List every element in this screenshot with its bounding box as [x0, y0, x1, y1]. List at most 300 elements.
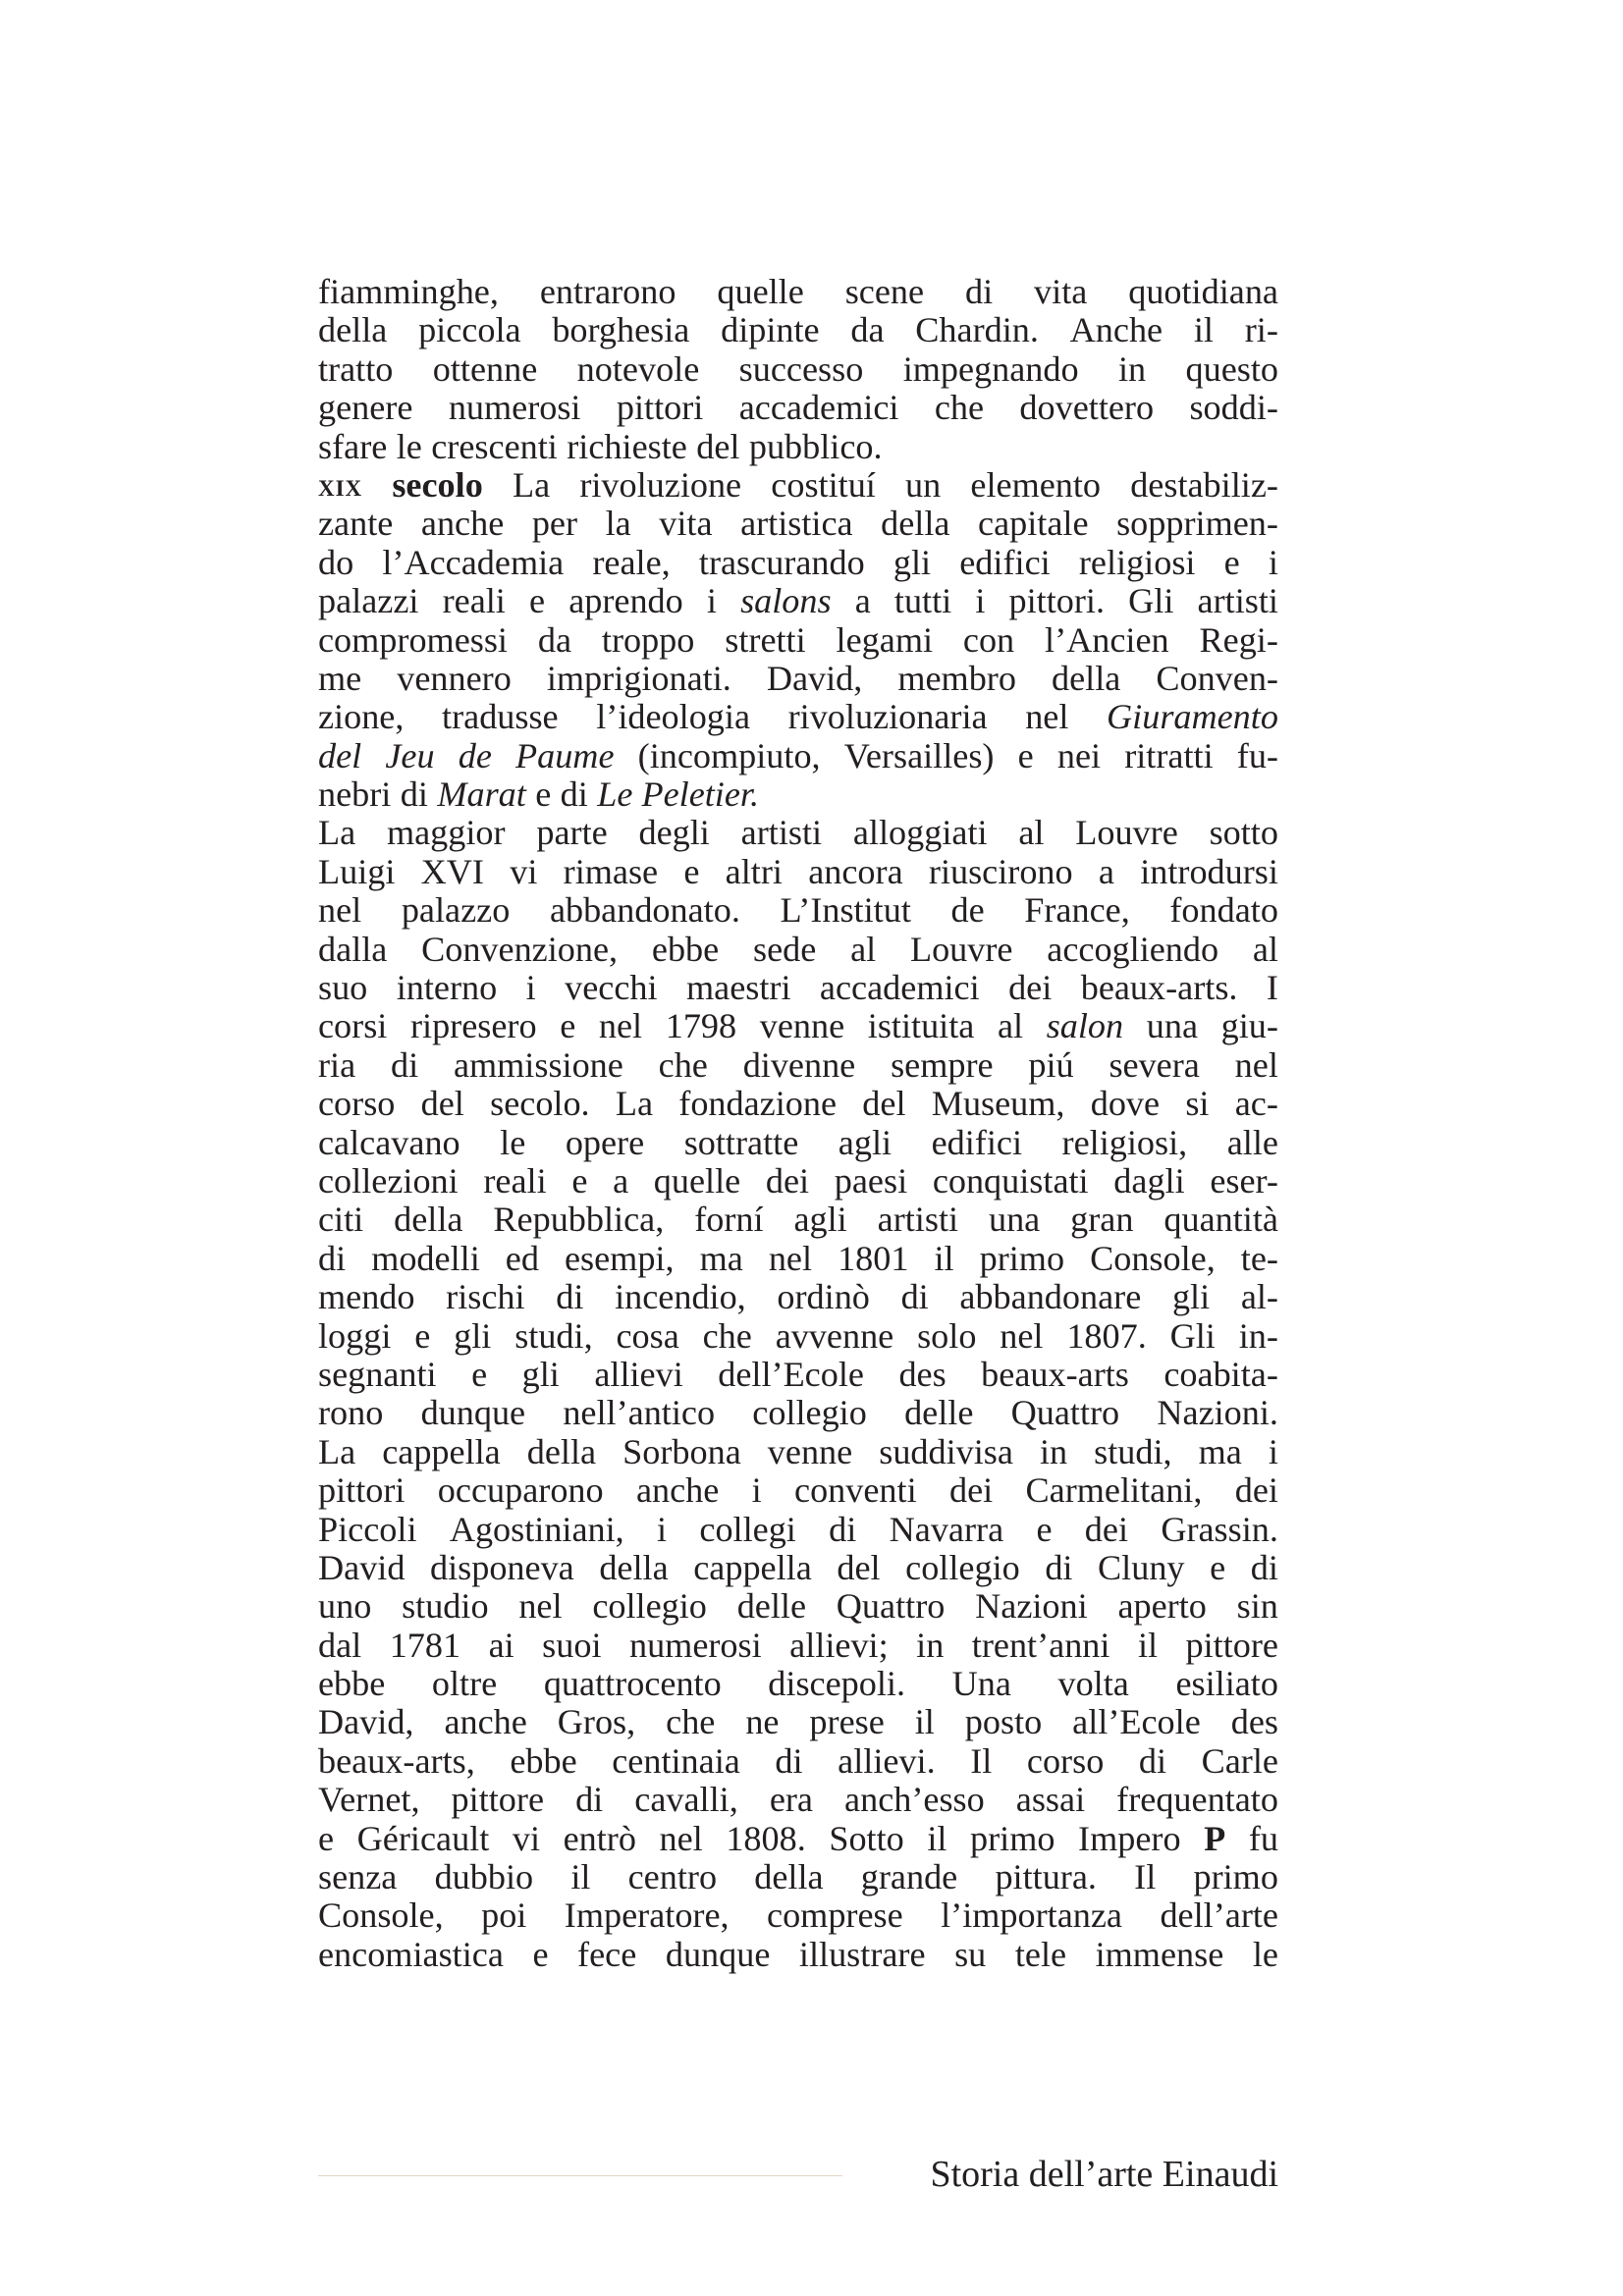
- word: fiamminghe,: [318, 272, 499, 311]
- word: numerosi: [628, 1625, 762, 1665]
- word: pittori: [318, 1470, 406, 1511]
- text-line: [318, 1433, 1278, 1471]
- word: uno: [318, 1586, 372, 1627]
- text-line: [318, 273, 1278, 311]
- word: tradusse: [442, 697, 559, 737]
- word: di: [1138, 1740, 1167, 1781]
- word: P: [1204, 1818, 1226, 1858]
- word: fece: [577, 1934, 637, 1974]
- word: dagli: [1113, 1160, 1185, 1201]
- text-line: [318, 1356, 1278, 1394]
- text-line: [318, 582, 1278, 620]
- word: anche: [420, 504, 505, 544]
- word: il: [927, 1818, 947, 1858]
- word: il: [570, 1857, 591, 1897]
- word: Console,: [1090, 1238, 1216, 1278]
- word: al: [850, 929, 877, 969]
- word: al: [997, 1006, 1024, 1046]
- word: La: [615, 1084, 654, 1124]
- word: i: [1268, 542, 1278, 582]
- word: era: [769, 1780, 813, 1820]
- word: destabiliz-: [1130, 464, 1278, 505]
- word: l’Ancien: [1045, 619, 1169, 660]
- word: che: [666, 1702, 716, 1742]
- word: ebbe: [318, 1664, 386, 1704]
- word: maggior: [386, 813, 506, 853]
- text-line: [318, 1085, 1278, 1123]
- word: religiosi: [1078, 542, 1196, 582]
- word: parte: [536, 813, 608, 853]
- word: severa: [1109, 1044, 1200, 1085]
- word: entrò: [563, 1818, 636, 1858]
- word: fu: [1248, 1818, 1278, 1858]
- word: artisti: [877, 1200, 959, 1240]
- text-line: [318, 931, 1278, 969]
- word: Navarra: [889, 1509, 1004, 1549]
- word: encomiastica: [318, 1934, 504, 1974]
- text-line: [318, 853, 1278, 891]
- word: ebbe: [651, 929, 720, 969]
- word: Impero: [1078, 1818, 1181, 1858]
- word: Le Peletier.: [597, 774, 760, 815]
- text-line: [318, 660, 1278, 698]
- text-line: [318, 1936, 1278, 1974]
- word: ai: [488, 1625, 514, 1665]
- word: di: [900, 1277, 929, 1317]
- word: le: [1252, 1934, 1278, 1974]
- word: trascurando: [698, 542, 865, 582]
- word: degli: [638, 813, 710, 853]
- word: coabita-: [1163, 1354, 1278, 1394]
- word: collegio: [592, 1586, 707, 1627]
- word: scene: [844, 272, 925, 311]
- word: abbandonare: [959, 1277, 1142, 1317]
- word: l’Accademia: [382, 542, 565, 582]
- word: studi,: [514, 1315, 593, 1356]
- word: rivoluzionaria: [787, 697, 988, 737]
- word: corsi: [318, 1006, 388, 1046]
- word: primo: [979, 1238, 1065, 1278]
- word: zione,: [318, 697, 405, 737]
- word: di: [575, 1780, 604, 1820]
- word: mendo: [318, 1277, 415, 1317]
- word: studio: [402, 1586, 489, 1627]
- word: modelli: [371, 1238, 480, 1278]
- word: a: [613, 1160, 629, 1201]
- word: e: [535, 774, 552, 815]
- text-line: [318, 466, 1278, 505]
- word: allievi: [594, 1354, 683, 1394]
- word: edifici: [959, 542, 1051, 582]
- word: una: [988, 1200, 1041, 1240]
- word: ma: [1198, 1431, 1242, 1471]
- word: soddi-: [1189, 388, 1278, 428]
- word: beaux-arts.: [1080, 968, 1238, 1008]
- word: incendio,: [615, 1277, 746, 1317]
- word: solo: [917, 1315, 977, 1356]
- word: del: [696, 426, 740, 466]
- footer-title: Storia dell’arte Einaudi: [930, 2154, 1278, 2195]
- word: rivoluzione: [579, 464, 742, 505]
- word: tele: [1014, 1934, 1067, 1974]
- word: Marat: [437, 774, 526, 815]
- word: i: [751, 1470, 762, 1511]
- word: i: [706, 581, 717, 621]
- word: David: [318, 1547, 406, 1587]
- word: in: [916, 1625, 945, 1665]
- word: Nazioni: [975, 1586, 1088, 1627]
- word: suo: [318, 968, 368, 1008]
- word: Vernet,: [318, 1780, 420, 1820]
- word: Quattro: [836, 1586, 946, 1627]
- word: Luigi: [318, 851, 396, 891]
- word: della: [318, 310, 388, 350]
- text-line: [318, 505, 1278, 543]
- word: grande: [860, 1857, 958, 1897]
- text-line: [318, 1665, 1278, 1703]
- word: giu-: [1220, 1006, 1278, 1046]
- word: di: [775, 1740, 803, 1781]
- word: accogliendo: [1047, 929, 1219, 969]
- word: entrarono: [539, 272, 676, 311]
- text-line: [318, 428, 1278, 466]
- word: de: [458, 735, 492, 775]
- word: e: [1210, 1547, 1226, 1587]
- word: Cluny: [1098, 1547, 1185, 1587]
- word: ri-: [1244, 310, 1278, 350]
- word: piccola: [418, 310, 521, 350]
- word: ancora: [808, 851, 903, 891]
- word: imprigionati.: [546, 658, 731, 698]
- word: altri: [725, 851, 783, 891]
- text-line: [318, 621, 1278, 660]
- word: avvenne: [775, 1315, 894, 1356]
- word: membro: [897, 658, 1016, 698]
- word: nebri: [318, 774, 392, 815]
- word: capitale: [978, 504, 1089, 544]
- word: e: [471, 1354, 488, 1394]
- word: collezioni: [318, 1160, 459, 1201]
- word: Il: [1134, 1857, 1157, 1897]
- word: Nazioni.: [1157, 1393, 1278, 1433]
- word: di: [964, 272, 994, 311]
- word: Louvre: [1075, 813, 1178, 853]
- word: crescenti: [431, 426, 558, 466]
- word: xix: [318, 466, 363, 504]
- word: Sotto: [829, 1818, 904, 1858]
- word: un: [905, 464, 942, 505]
- word: da: [850, 310, 885, 350]
- word: religiosi,: [1061, 1122, 1188, 1162]
- word: primo: [970, 1818, 1055, 1858]
- text-line: [318, 544, 1278, 582]
- text-line: [318, 1820, 1278, 1858]
- word: Gros,: [557, 1702, 636, 1742]
- word: ac-: [1234, 1084, 1278, 1124]
- word: palazzo: [401, 890, 511, 931]
- word: sin: [1236, 1586, 1278, 1627]
- word: e: [683, 851, 700, 891]
- word: aperto: [1117, 1586, 1207, 1627]
- word: La: [318, 813, 356, 853]
- text-line: [318, 1162, 1278, 1201]
- word: poi: [481, 1896, 527, 1936]
- word: e: [560, 1006, 576, 1046]
- word: il: [1137, 1625, 1159, 1665]
- word: anch’esso: [844, 1780, 985, 1820]
- word: dunque: [665, 1934, 771, 1974]
- word: del: [837, 1547, 881, 1587]
- word: di: [1045, 1547, 1073, 1587]
- word: do: [318, 542, 354, 582]
- word: tutti: [893, 581, 952, 621]
- word: Carmelitani,: [1025, 1470, 1203, 1511]
- word: per: [531, 504, 578, 544]
- word: des: [1230, 1702, 1278, 1742]
- word: nel: [598, 1006, 643, 1046]
- word: Grassin.: [1161, 1509, 1278, 1549]
- word: su: [954, 1934, 987, 1974]
- word: Giuramento: [1107, 697, 1278, 737]
- word: David,: [766, 658, 863, 698]
- word: anche: [444, 1702, 527, 1742]
- word: di: [1250, 1547, 1278, 1587]
- word: di: [318, 1238, 347, 1278]
- word: corso: [318, 1084, 396, 1124]
- word: della: [599, 1547, 669, 1587]
- word: reali: [483, 1160, 547, 1201]
- word: e: [1223, 542, 1240, 582]
- word: accademici: [738, 388, 899, 428]
- word: Museum,: [931, 1084, 1065, 1124]
- text-line: [318, 969, 1278, 1007]
- word: ma: [699, 1238, 743, 1278]
- word: dalla: [318, 929, 388, 969]
- word: collegio: [752, 1393, 867, 1433]
- text-line: [318, 1781, 1278, 1819]
- word: una: [1146, 1006, 1198, 1046]
- word: pittura.: [995, 1857, 1097, 1897]
- word: delle: [904, 1393, 974, 1433]
- word: sotto: [1209, 813, 1278, 853]
- word: Console,: [318, 1896, 444, 1936]
- word: esempi,: [564, 1238, 675, 1278]
- text-line: [318, 1549, 1278, 1587]
- word: nel: [318, 890, 362, 931]
- word: loggi: [318, 1315, 392, 1356]
- word: vi: [512, 1818, 541, 1858]
- footer-rule: [318, 2175, 842, 2176]
- word: dipinte: [721, 310, 820, 350]
- word: della: [754, 1857, 824, 1897]
- word: questo: [1185, 348, 1278, 389]
- word: vi: [510, 851, 538, 891]
- text-line: [318, 1587, 1278, 1626]
- word: del: [318, 735, 362, 775]
- word: quelle: [717, 272, 804, 311]
- word: esiliato: [1175, 1664, 1278, 1704]
- text-line: [318, 1703, 1278, 1741]
- word: Una: [951, 1664, 1011, 1704]
- word: sfare: [318, 426, 388, 466]
- word: vennero: [397, 658, 512, 698]
- word: dell’Ecole: [718, 1354, 864, 1394]
- word: il: [934, 1238, 954, 1278]
- word: artisti: [1197, 581, 1278, 621]
- word: dovettero: [1019, 388, 1155, 428]
- word: in-: [1238, 1315, 1278, 1356]
- word: nell’antico: [563, 1393, 716, 1433]
- word: 1808.: [726, 1818, 806, 1858]
- word: numerosi: [448, 388, 581, 428]
- word: quelle: [653, 1160, 741, 1201]
- word: artisti: [740, 813, 823, 853]
- word: forní: [694, 1200, 764, 1240]
- word: cosa: [616, 1315, 679, 1356]
- word: al: [1018, 813, 1045, 853]
- word: dei: [1084, 1509, 1129, 1549]
- word: dal: [318, 1625, 362, 1665]
- word: successo: [738, 348, 864, 389]
- word: di: [556, 1277, 584, 1317]
- word: e: [1017, 735, 1034, 775]
- word: conventi: [794, 1470, 917, 1511]
- word: dei: [948, 1470, 994, 1511]
- word: dell’arte: [1160, 1896, 1278, 1936]
- word: paesi: [834, 1160, 908, 1201]
- word: pittore: [451, 1780, 545, 1820]
- word: volta: [1057, 1664, 1129, 1704]
- word: le: [396, 426, 422, 466]
- word: senza: [318, 1857, 398, 1897]
- text-line: [318, 1240, 1278, 1278]
- text-line: [318, 1201, 1278, 1239]
- word: elemento: [970, 464, 1102, 505]
- word: e: [532, 1934, 549, 1974]
- word: nel: [1234, 1044, 1278, 1085]
- word: pittori: [616, 388, 704, 428]
- word: collegio: [905, 1547, 1020, 1587]
- word: della: [394, 1200, 463, 1240]
- word: venne: [767, 1431, 853, 1471]
- word: i: [525, 968, 536, 1008]
- word: trent’anni: [971, 1625, 1110, 1665]
- word: ritratti: [1124, 735, 1214, 775]
- word: nel: [1025, 697, 1069, 737]
- text-line: [318, 1278, 1278, 1316]
- word: e: [529, 581, 546, 621]
- word: e: [571, 1160, 588, 1201]
- word: agli: [793, 1200, 847, 1240]
- word: suoi: [542, 1625, 602, 1665]
- word: pittore: [1185, 1625, 1278, 1665]
- word: ed: [505, 1238, 539, 1278]
- word: I: [1266, 968, 1278, 1008]
- word: La: [318, 1431, 356, 1471]
- word: fondazione: [678, 1084, 838, 1124]
- word: XVI: [420, 851, 484, 891]
- word: di: [829, 1509, 857, 1549]
- word: gran: [1070, 1200, 1134, 1240]
- word: che: [658, 1044, 708, 1085]
- word: Il: [970, 1740, 993, 1781]
- word: Agostiniani,: [449, 1509, 624, 1549]
- word: di: [400, 774, 428, 815]
- word: Quattro: [1010, 1393, 1120, 1433]
- word: me: [318, 658, 362, 698]
- word: Repubblica,: [493, 1200, 665, 1240]
- word: beaux-arts: [981, 1354, 1129, 1394]
- word: le: [500, 1122, 526, 1162]
- word: te-: [1240, 1238, 1278, 1278]
- word: anche: [635, 1470, 720, 1511]
- word: pubblico.: [748, 426, 883, 466]
- word: gli: [893, 542, 932, 582]
- word: con: [962, 619, 1015, 660]
- word: quantità: [1163, 1200, 1278, 1240]
- word: allievi;: [789, 1625, 889, 1665]
- word: Versailles): [843, 735, 995, 775]
- text-line: [318, 1627, 1278, 1665]
- word: del: [420, 1084, 464, 1124]
- word: corso: [1026, 1740, 1105, 1781]
- word: Géricault: [356, 1818, 490, 1858]
- word: cappella: [382, 1431, 501, 1471]
- word: immense: [1095, 1934, 1224, 1974]
- word: (incompiuto,: [637, 735, 821, 775]
- word: sempre: [891, 1044, 994, 1085]
- word: fu-: [1236, 735, 1278, 775]
- word: dei: [765, 1160, 810, 1201]
- word: delle: [736, 1586, 807, 1627]
- word: vita: [1034, 272, 1088, 311]
- word: la: [605, 504, 631, 544]
- word: fondato: [1169, 890, 1278, 931]
- word: a: [1098, 851, 1114, 891]
- word: segnanti: [318, 1354, 437, 1394]
- word: vita: [659, 504, 713, 544]
- word: ammissione: [453, 1044, 623, 1085]
- word: comprese: [767, 1896, 903, 1936]
- word: Convenzione,: [421, 929, 619, 969]
- word: Piccoli: [318, 1509, 417, 1549]
- text-line: [318, 1124, 1278, 1162]
- word: rimase: [563, 851, 659, 891]
- word: artistica: [740, 504, 853, 544]
- word: venne: [759, 1006, 845, 1046]
- word: ebbe: [510, 1740, 577, 1781]
- word: troppo: [601, 619, 695, 660]
- word: Carle: [1201, 1740, 1278, 1781]
- word: nel: [1000, 1315, 1044, 1356]
- word: primo: [1193, 1857, 1278, 1897]
- word: Imperatore,: [564, 1896, 730, 1936]
- word: La: [512, 464, 551, 505]
- text-line: [318, 311, 1278, 349]
- word: centinaia: [612, 1740, 740, 1781]
- word: che: [702, 1315, 752, 1356]
- word: reale,: [592, 542, 671, 582]
- word: studi,: [1094, 1431, 1172, 1471]
- word: de: [950, 890, 985, 931]
- word: Gli: [1169, 1315, 1216, 1356]
- word: abbandonato.: [549, 890, 740, 931]
- word: illustrare: [798, 1934, 926, 1974]
- text-line: [318, 1394, 1278, 1432]
- word: richieste: [567, 426, 687, 466]
- text-line: [318, 1007, 1278, 1045]
- word: ordinò: [777, 1277, 870, 1317]
